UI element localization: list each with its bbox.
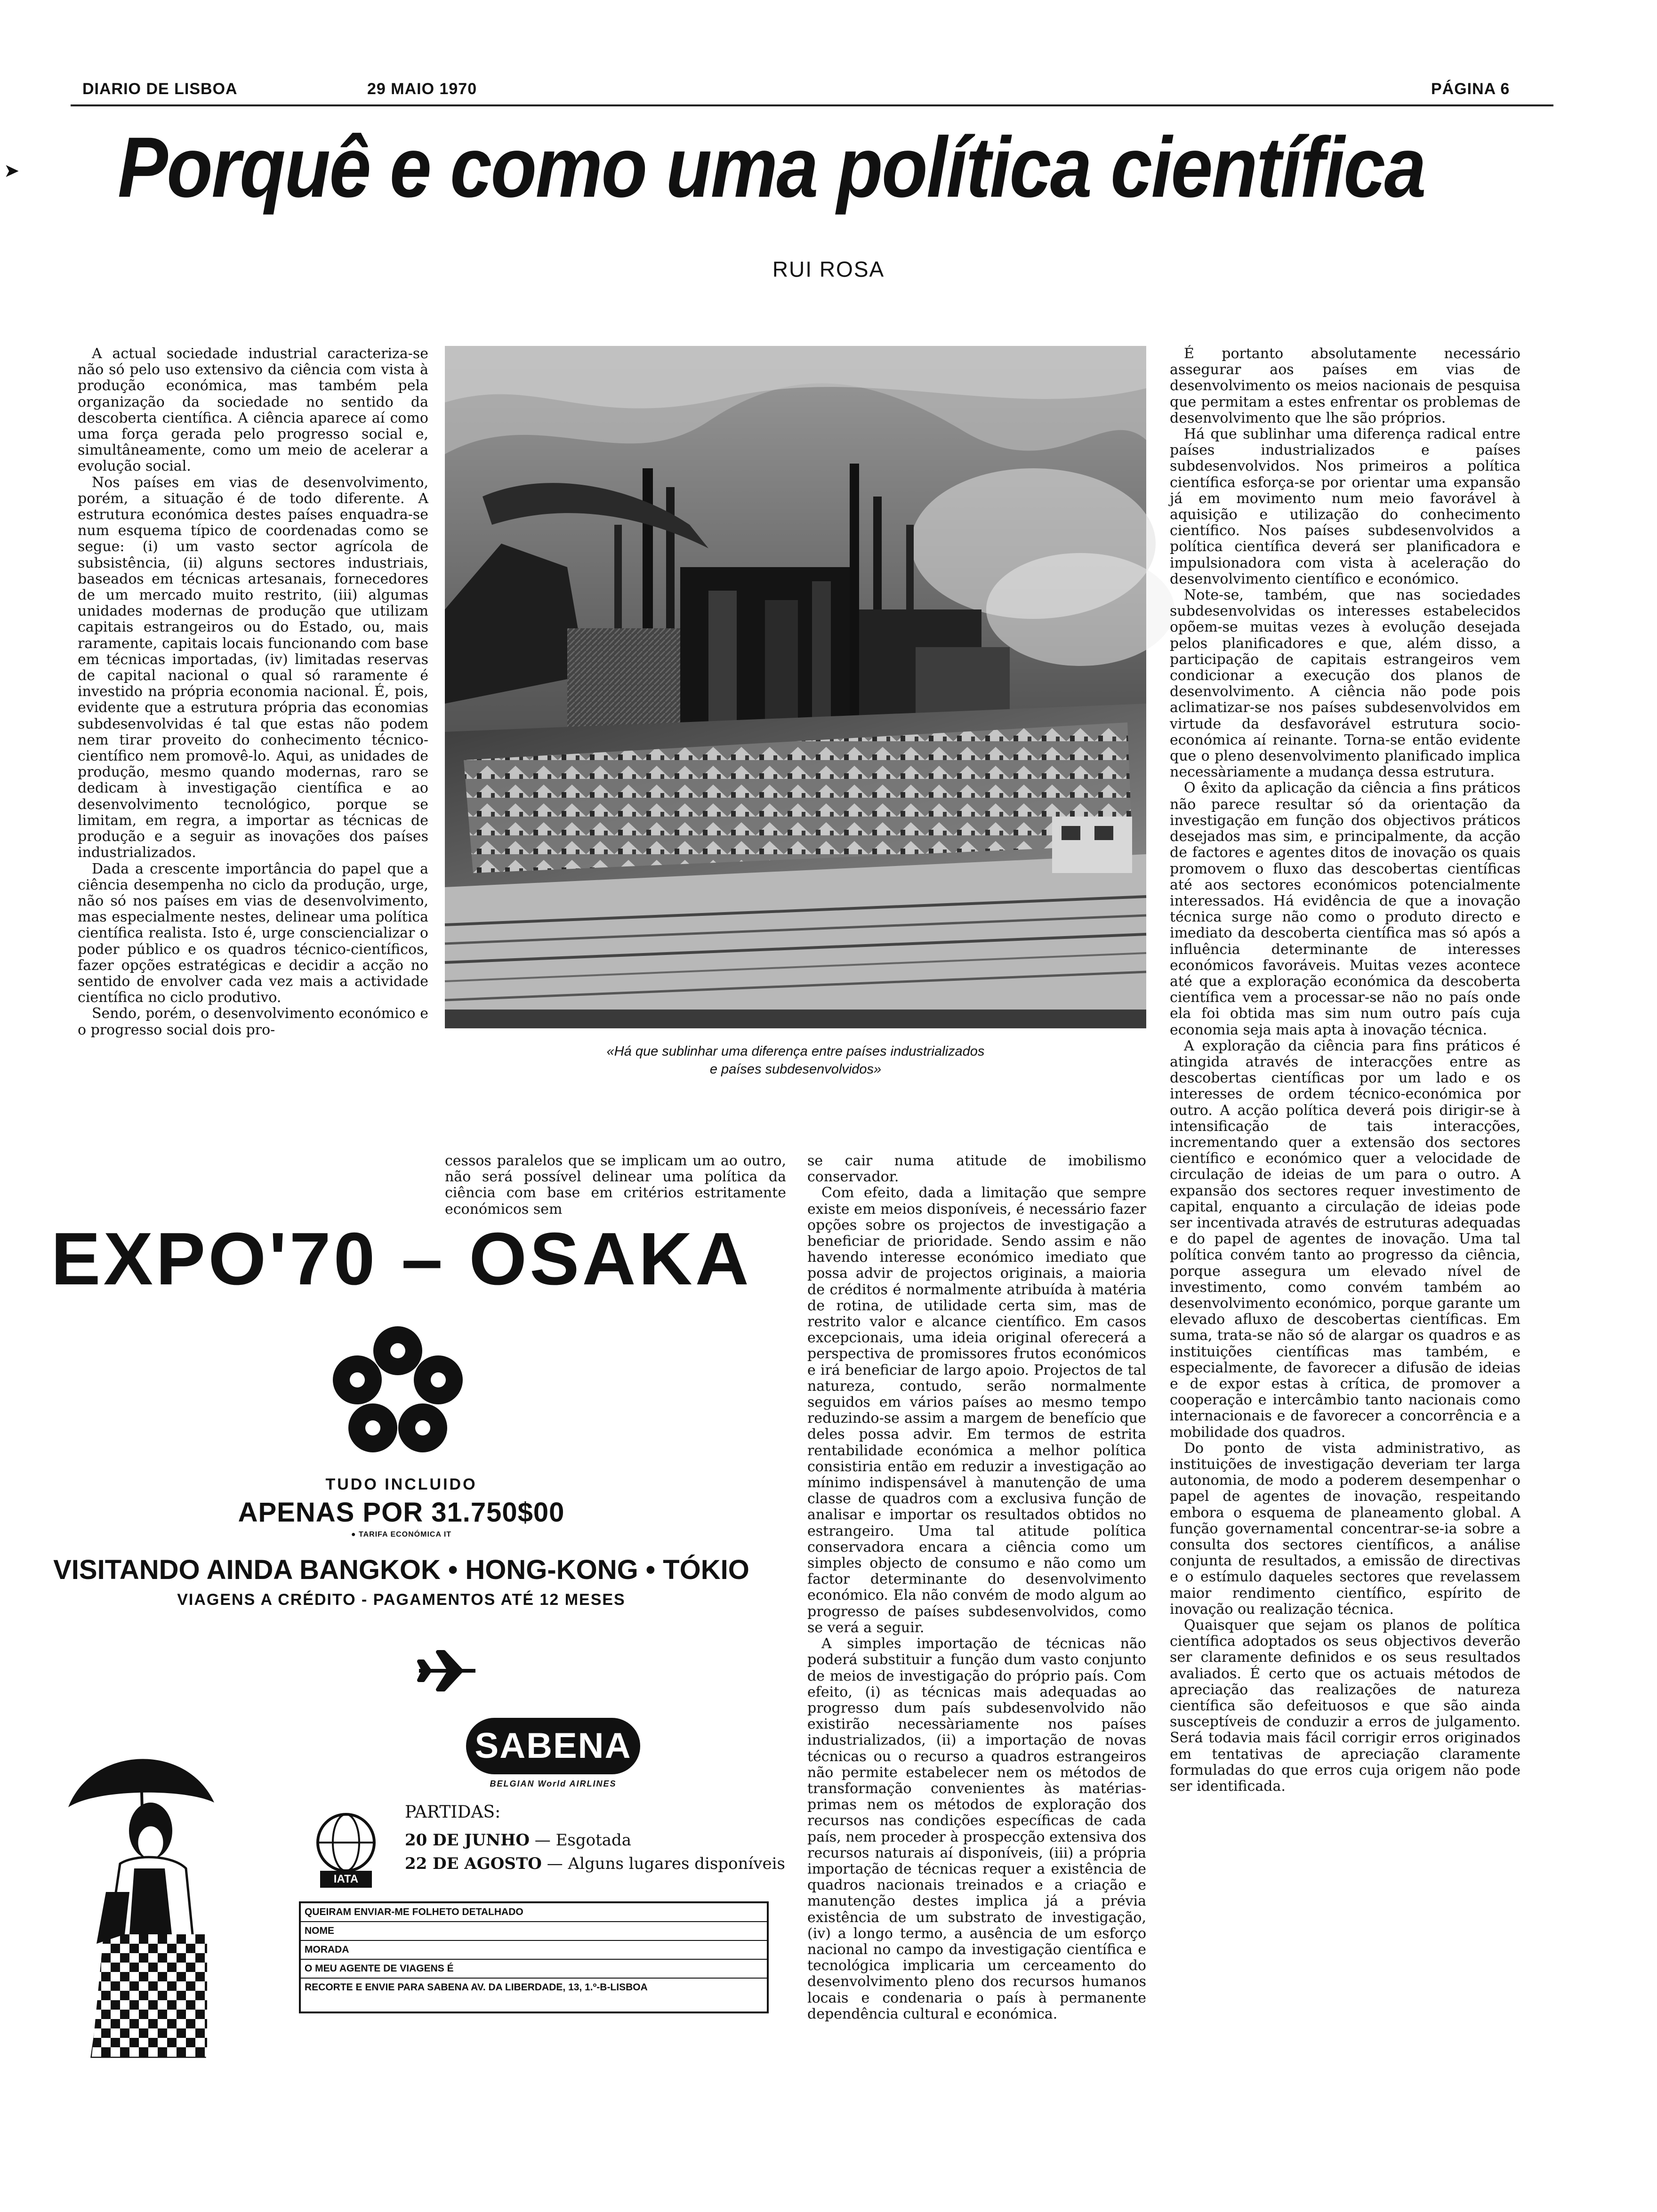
ad-tariff: ● TARIFA ECONÓMICA IT	[351, 1531, 452, 1539]
paragraph: A simples importação de técnicas não poderá substituir a função dum vasto conjunto de meios de investigação do próprio país. Com efeito, (i) as técnicas mais adequadas ao progresso dum país subdesenvolvido não existirão necessàriamente nos países industrializados, (ii) a importação de novas técnicas ou o recurso a quadros estrangeiros não permite estabelecer nem os métodos de transformação convenientes às matérias-primas nem os métodos de exploração dos recursos nas condições específicas de cada país, nem proceder à prospecção extensiva dos recursos naturais aí disponíveis, (iii) a própria importação de técnicas requer a existência de quadros nacionais treinados e a criação e manutenção destes implica já a prévia existência de um substrato de investigação, (iv) a longo termo, a ausência de um esforço nacional no campo da investigação científica e tecnológica implicaria um cerceamento do desenvolvimento pleno dos recursos humanos locais e condenaria o país à permanente dependência cultural e económica.	[807, 1635, 1146, 2022]
masthead-rule	[71, 104, 1553, 106]
ad-credit: VIAGENS A CRÉDITO - PAGAMENTOS ATÉ 12 MESES	[177, 1591, 626, 1609]
departure-1-date: 20 DE JUNHO	[405, 1831, 530, 1850]
form-address-field[interactable]: MORADA	[301, 1941, 767, 1960]
form-title: QUEIRAM ENVIAR-ME FOLHETO DETALHADO	[301, 1903, 767, 1922]
paragraph: A actual sociedade industrial caracteriza-se não só pelo uso extensivo da ciência com vista à produção económica, mas também pela organização da sociedade no sentido da descoberta científica. A ciência aparece aí como uma força gerada pelo progresso social e, simultâneamente, como um meio de acelerar a evolução social.	[78, 345, 428, 475]
departure-2-date: 22 DE AGOSTO	[405, 1854, 542, 1873]
article-column-1	[78, 346, 428, 1184]
ad-price: APENAS POR 31.750$00	[238, 1497, 565, 1528]
ad-visiting: VISITANDO AINDA BANGKOK • HONG-KONG • TÓKIO	[53, 1555, 749, 1585]
paragraph: Sendo, porém, o desenvolvimento económico e o progresso social dois pro-	[78, 1005, 428, 1038]
article-column-2	[445, 1153, 786, 1218]
margin-arrow-icon: ➤	[4, 160, 20, 182]
paragraph: O êxito da aplicação da ciência a fins práticos não parece resultar só da orientação da investigação em função dos objectivos práticos desejados mas sim, e principalmente, da acção de factores e agentes ditos de inovação os quais promovem o fluxo das descobertas científicas até aos sectores económicos potencialmente interessados. Há evidência de que a inovação técnica surge não como o produto directo e imediato da descoberta científica mas só após a influência determinante de interesses económicos favoráveis. Muitas vezes acontece até que a exploração económica da descoberta científica vem a processar-se não no país onde ela foi obtida mas sim num outro país cuja economia seja mais apta à inovação técnica.	[1170, 780, 1520, 1038]
sabena-logo	[466, 1718, 640, 1774]
geisha-illustration	[64, 1690, 219, 2061]
paragraph: cessos paralelos que se implicam um ao outro, não será possível delinear uma política da ciência com base em critérios estritamente económicos sem	[445, 1153, 786, 1218]
form-send-instructions: RECORTE E ENVIE PARA SABENA AV. DA LIBERDADE, 13, 1.º-B-LISBOA	[305, 1982, 648, 1993]
paragraph: Há que sublinhar uma diferença radical entre países industrializados e países subdesenvolvidos. Nos primeiros a política científica esforça-se por orientar uma expansão já em movimento num meio favorável à aquisição e utilização do conhecimento científico. Nos países subdesenvolvidos a política científica deverá ser planificadora e impulsionadora com vista à aceleração do desenvolvimento científico e económico.	[1170, 426, 1520, 587]
masthead-page: PÁGINA 6	[1431, 80, 1510, 98]
masthead-paper: DIARIO DE LISBOA	[82, 80, 238, 98]
paragraph: Quaisquer que sejam os planos de política científica adoptados os seus objectivos deverão ser claramente definidos e os seus resultados avaliados. É certo que os actuais métodos de apreciação das realizações de natureza científica são defeituosos e que são ainda susceptíveis de conduzir a erros de julgamento. Será todavia mais fácil corrigir erros originados em tentativas de apreciação claramente formuladas do que erros cuja origem não pode ser identificada.	[1170, 1617, 1520, 1795]
ad-included: TUDO INCLUIDO	[325, 1475, 477, 1493]
expo-logo-icon	[327, 1322, 468, 1464]
article-column-3	[807, 1153, 1146, 2188]
paragraph: se cair numa atitude de imobilismo conservador.	[807, 1153, 1146, 1186]
departures-label: PARTIDAS:	[405, 1803, 501, 1822]
caption-line: «Há que sublinhar uma diferença entre países industrializados	[606, 1044, 985, 1059]
article-byline: RUI ROSA	[772, 257, 885, 281]
brochure-request-form	[299, 1901, 769, 2013]
departure-2	[405, 1854, 785, 1873]
departure-2-status: — Alguns lugares disponíveis	[547, 1854, 785, 1873]
article-headline: Porquê e como uma política científica	[118, 119, 1425, 215]
masthead-date: 29 MAIO 1970	[367, 80, 477, 98]
paragraph: Do ponto de vista administrativo, as instituições de investigação deveriam ter larga autonomia, de modo a poderem desempenhar o papel de agentes de inovação, respeitando embora o esquema de planeamento global. A função governamental concentrar-se-ia sobre a consulta dos sectores científicos, a análise conjunta de resultados, a emissão de directivas e o estímulo daqueles sectores que revelassem maior rendimento científico, espírito de inovação ou realização técnica.	[1170, 1440, 1520, 1618]
photo-caption	[445, 1042, 1146, 1078]
paragraph: Nos países em vias de desenvolvimento, porém, a situação é de todo diferente. A estrutura económica destes países enquadra-se num esquema típico de coordenadas como se segue: (i) um vasto sector agrícola de subsistência, (ii) alguns sectores industriais, baseados em técnicas artesanais, fornecedores de um mercado muito restrito, (iii) algumas unidades modernas de produção que utilizam capitais estrangeiros ou do Estado, ou, mais raramente, capitais locais funcionando com base em técnicas importadas, (iv) limitadas reservas de capital nacional o qual só raramente é investido na própria economia nacional. É, pois, evidente que a estrutura própria das economias subdesenvolvidas é tal que estas não podem nem tirar proveito do conhecimento técnico-científico nem promovê-lo. Aqui, as unidades de produção, mesmo quando modernas, raro se dedicam à investigação científica e ao desenvolvimento tecnológico, porque se limitam, em regra, a importar as técnicas de produção e a seguir as inovações dos países industrializados.	[78, 474, 428, 861]
iata-label: IATA	[333, 1873, 359, 1885]
caption-line: e países subdesenvolvidos»	[709, 1062, 882, 1077]
airplane-icon	[417, 1650, 478, 1692]
form-name-field[interactable]: NOME	[301, 1922, 767, 1941]
paragraph: É portanto absolutamente necessário assegurar aos países em vias de desenvolvimento os meios nacionais de pesquisa que permitam a estes enfrentar os problemas de desenvolvimento que lhe são próprios.	[1170, 345, 1520, 426]
ad-headline: EXPO'70 – OSAKA	[51, 1218, 752, 1300]
paragraph: Note-se, também, que nas sociedades subdesenvolvidas os interesses estabelecidos opõem-se muitas vezes à evolução desejada pelos planificadores e que, além disso, a participação de capitais estrangeiros vem condicionar a execução dos planos de desenvolvimento. A ciência não pode pois aclimatizar-se nos países subdesenvolvidos em virtude da desfavorável estrutura socio-económica aí reinante. Torna-se então evidente que o pleno desenvolvimento planificado implica necessàriamente a mudança dessa estrutura.	[1170, 587, 1520, 781]
form-agent-field[interactable]: O MEU AGENTE DE VIAGENS É	[301, 1960, 767, 1979]
sabena-tagline: BELGIAN World AIRLINES	[490, 1779, 617, 1788]
departure-1	[405, 1831, 631, 1850]
paragraph: Com efeito, dada a limitação que sempre existe em meios disponíveis, é necessário fazer opções sobre os projectos de investigação a beneficiar de prioridade. Sendo assim e não havendo interesse económico imediato que possa advir de projectos originais, a maioria de créditos é normalmente atribuída à matéria de rotina, de utilidade certa sim, mas de restrito valor e alcance científico. Em casos excepcionais, uma ideia original oferecerá a perspectiva de promissores frutos económicos e irá beneficiar de largo apoio. Projectos de tal natureza, contudo, serão normalmente seguidos em vários países ao mesmo tempo reduzindo-se assim a margem de benefício que deles possa advir. Em termos de estrita rentabilidade económica a melhor política consistiria então em reduzir a investigação ao mínimo indispensável à manutenção de uma classe de quadros com a exclusiva função de analisar e importar os resultados obtidos no estrangeiro. Uma tal atitude política conservadora encara a ciência como um simples objecto de consumo e não como um factor determinante do desenvolvimento económico. Ela não convém de modo algum ao progresso de países subdesenvolvidos, como se verá a seguir.	[807, 1185, 1146, 1636]
expo-advertisement	[26, 1205, 785, 2061]
sabena-wordmark: SABENA	[475, 1726, 632, 1766]
article-column-4	[1170, 346, 1520, 2188]
iata-badge	[304, 1800, 388, 1894]
industrial-photo	[445, 346, 1146, 1028]
paragraph: A exploração da ciência para fins práticos é atingida através de interacções entre as descobertas científicas por um lado e os interesses de ordem técnico-económica por outro. A acção política deverá pois dirigir-se à intensificação de tais interacções, incrementando quer a extensão dos sectores científico e económico quer a velocidade de circulação de ideias de um para o outro. A expansão dos sectores requer investimento de capital, enquanto a circulação de ideias pode ser incentivada através de estruturas adequadas e do papel de agentes de inovação. Uma tal política convém tanto ao progresso da ciência, porque assegura um elevado nível de investimento, como convém também ao desenvolvimento económico, porque garante um elevado afluxo de descobertas científicas. Em suma, trata-se não só de alargar os quadros e as instituições científicas mas também, e especialmente, de favorecer a difusão de ideias e de expor estas à crítica, de promover a cooperação e intercâmbio tanto nacionais como internacionais e de favorecer a concorrência e a mobilidade dos quadros.	[1170, 1037, 1520, 1441]
paragraph: Dada a crescente importância do papel que a ciência desempenha no ciclo da produção, urge, não só nos países em vias de desenvolvimento, mas especialmente nestes, delinear uma política científica realista. Isto é, urge consciencializar o poder público e os quadros técnico-científicos, fazer opções estratégicas e decidir a acção no sentido de envolver cada vez mais a actividade científica no ciclo produtivo.	[78, 860, 428, 1006]
departure-1-status: — Esgotada	[534, 1831, 632, 1850]
